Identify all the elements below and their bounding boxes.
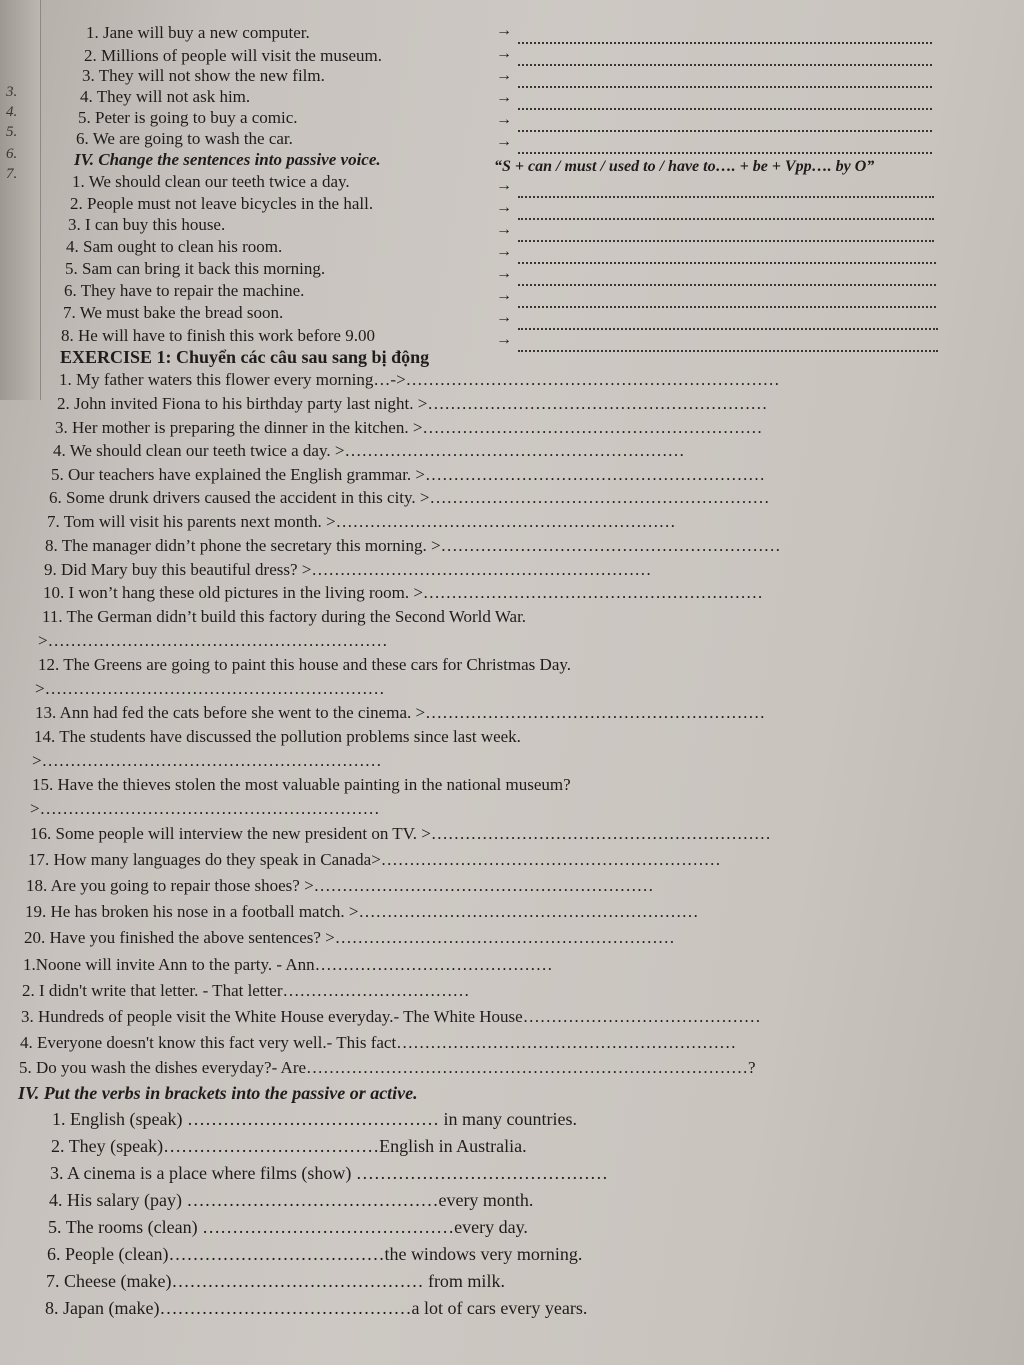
verb-item-6: 6. People (clean)………………………………the windows very morning. [47,1244,583,1264]
answer-line[interactable] [518,108,932,110]
rewrite-item: 1.Noone will invite Ann to the party. - Ann…………………………………… [23,955,553,974]
answer-line[interactable] [518,240,934,242]
exercise-item: 9. Did Mary buy this beautiful dress? >…………………………………………………… [44,560,652,579]
top-item-3: 3. They will not show the new film. [82,66,325,85]
section-4b-title: IV. Put the verbs in brackets into the passive or active. [18,1083,418,1103]
top-item-1: 1. Jane will buy a new computer. [86,23,310,42]
exercise-item: >…………………………………………………… [32,751,382,770]
exercise-item: 6. Some drunk drivers caused the accident in this city. >…………………………………………………… [49,488,770,507]
exercise-item: 19. He has broken his nose in a football match. >…………………………………………………… [25,902,699,921]
rewrite-item: 5. Do you wash the dishes everyday?- Are……………………………………………………………………? [19,1058,756,1077]
arrow-icon: → [496,22,512,39]
arrow-icon: → [496,331,512,348]
verb-item-2: 2. They (speak)………………………………English in Australia. [51,1136,527,1156]
section-4a-title: IV. Change the sentences into passive voice. [74,150,381,169]
exercise-item: 8. The manager didn’t phone the secretary this morning. >…………………………………………………… [45,536,781,555]
passive-item-6: 6. They have to repair the machine. [64,281,305,300]
margin-mark: 3. [6,84,18,100]
arrow-icon: → [496,221,512,238]
rewrite-item: 3. Hundreds of people visit the White House everyday.- The White House…………………………………… [21,1007,761,1026]
arrow-icon: → [496,111,512,128]
answer-line[interactable] [518,152,932,154]
arrow-icon: → [496,89,512,106]
exercise-item: 5. Our teachers have explained the English grammar. >…………………………………………………… [51,465,766,484]
verb-item-3: 3. A cinema is a place where films (show) …………………………………… [50,1163,608,1183]
verb-item-4: 4. His salary (pay) ……………………………………every month. [49,1190,534,1210]
top-item-6: 6. We are going to wash the car. [76,129,293,148]
top-item-2: 2. Millions of people will visit the museum. [84,46,382,65]
top-item-5: 5. Peter is going to buy a comic. [78,108,298,127]
answer-line[interactable] [518,218,934,220]
arrow-icon: → [496,309,512,326]
answer-line[interactable] [518,86,932,88]
passive-item-3: 3. I can buy this house. [68,215,226,234]
exercise-item: 13. Ann had fed the cats before she went to the cinema. >…………………………………………………… [35,703,766,722]
arrow-icon: → [496,133,512,150]
exercise-item: 10. I won’t hang these old pictures in the living room. >…………………………………………………… [43,583,763,602]
previous-page-edge [0,0,41,400]
exercise-item: 16. Some people will interview the new president on TV. >…………………………………………………… [30,824,771,843]
verb-item-1: 1. English (speak) …………………………………… in many countries. [52,1109,577,1129]
arrow-icon: → [496,199,512,216]
exercise-item: >…………………………………………………… [35,679,385,698]
arrow-icon: → [496,265,512,282]
exercise-item: 14. The students have discussed the pollution problems since last week. [34,727,521,746]
margin-mark: 5. [6,124,18,140]
exercise-item: 12. The Greens are going to paint this house and these cars for Christmas Day. [38,655,572,674]
top-item-4: 4. They will not ask him. [80,87,251,106]
passive-item-4: 4. Sam ought to clean his room. [66,237,283,256]
exercise-item: 4. We should clean our teeth twice a day. >…………………………………………………… [53,441,685,460]
exercise-item: >…………………………………………………… [38,631,388,650]
exercise-item: 11. The German didn’t build this factory during the Second World War. [42,607,527,626]
exercise-item: 1. My father waters this flower every morning…->………………………………………………………… [59,370,780,389]
margin-mark: 7. [6,166,18,182]
answer-line[interactable] [518,284,936,286]
answer-line[interactable] [518,350,938,352]
answer-line[interactable] [518,262,936,264]
exercise-item: 18. Are you going to repair those shoes? >…………………………………………………… [26,876,654,895]
arrow-icon: → [496,243,512,260]
margin-mark: 6. [6,146,18,162]
exercise-item: 3. Her mother is preparing the dinner in the kitchen. >…………………………………………………… [55,418,763,437]
exercise-item: 7. Tom will visit his parents next month. >…………………………………………………… [47,512,676,531]
arrow-icon: → [496,177,512,194]
rewrite-item: 4. Everyone doesn't know this fact very well.- This fact…………………………………………………… [20,1033,737,1052]
arrow-icon: → [496,287,512,304]
verb-item-7: 7. Cheese (make)…………………………………… from milk. [46,1271,505,1291]
answer-line[interactable] [518,130,932,132]
exercise-item: 20. Have you finished the above sentences? >…………………………………………………… [24,928,675,947]
passive-item-5: 5. Sam can bring it back this morning. [65,259,326,278]
answer-line[interactable] [518,64,932,66]
answer-line[interactable] [518,42,932,44]
passive-item-1: 1. We should clean our teeth twice a day. [72,172,350,191]
exercise-item: >…………………………………………………… [30,799,380,818]
margin-mark: 4. [6,104,18,120]
passive-item-2: 2. People must not leave bicycles in the hall. [70,194,374,213]
exercise-item: 17. How many languages do they speak in Canada>…………………………………………………… [28,850,721,869]
verb-item-5: 5. The rooms (clean) ……………………………………every day. [48,1217,528,1237]
passive-formula: “S + can / must / used to / have to…. + be + Vpp…. by O” [494,158,875,175]
answer-line[interactable] [518,196,934,198]
exercise-1-title: EXERCISE 1: Chuyển các câu sau sang bị động [60,347,430,367]
verb-item-8: 8. Japan (make)……………………………………a lot of cars every years. [45,1298,588,1318]
arrow-icon: → [496,45,512,62]
rewrite-item: 2. I didn't write that letter. - That letter…………………………… [22,981,470,1000]
exercise-item: 2. John invited Fiona to his birthday party last night. >…………………………………………………… [57,394,768,413]
arrow-icon: → [496,67,512,84]
answer-line[interactable] [518,328,938,330]
exercise-item: 15. Have the thieves stolen the most valuable painting in the national museum? [32,775,571,794]
answer-line[interactable] [518,306,936,308]
passive-item-8: 8. He will have to finish this work before 9.00 [61,326,375,345]
passive-item-7: 7. We must bake the bread soon. [63,303,284,322]
